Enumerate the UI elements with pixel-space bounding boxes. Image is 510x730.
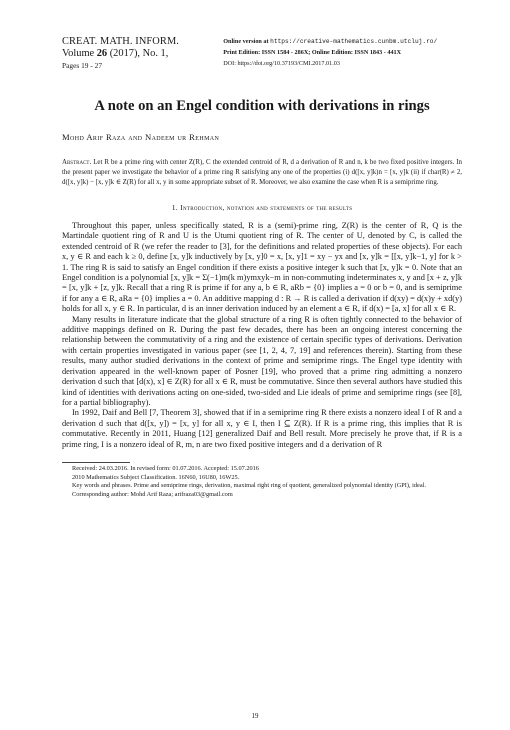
- journal-info-right: [221, 36, 462, 86]
- issn-line: Print Edition: ISSN 1584 - 286X; Online Edition: ISSN 1843 - 441X: [223, 49, 402, 56]
- paragraph: Many results in literature indicate that the global structure of a ring R is often tightly connected to the behavior of additive mappings defined on R. During the past few decades, there has been an ongoing interest concerning the relationship between the commutativity of a ring and the existence of certain specific types of derivations. Derivation with certain properties investigated in various paper (see [1, 2, 4, 7, 19] and references therein). Starting from these results, many author studied derivations in the context of prime and semiprime rings. The Engel type identity with derivation appeared in the well-known paper of Posner [19], who proved that a prime ring admitting a nonzero derivation d such that [d(x), x] ∈ Z(R) for all x ∈ R, must be commutative. Since then several authors have studied this kind of identities with derivations acting on one-sided, two-sided and Lie ideals of prime and semiprime rings (see [8], for a partial bibliography).: [62, 314, 462, 407]
- footnote-divider: [62, 462, 130, 463]
- volume-suffix: (2017), No. 1,: [107, 48, 169, 59]
- footnotes: [62, 465, 462, 499]
- abstract: [62, 158, 462, 188]
- journal-info-left: [62, 36, 221, 86]
- page-number: 19: [251, 712, 259, 720]
- msc-classification: 2010 Mathematics Subject Classification. 16N60, 16U80, 16W25.: [72, 473, 240, 481]
- online-version: [223, 36, 462, 47]
- doi-link[interactable]: DOI: https://doi.org/10.37193/CMI.2017.01.03: [223, 60, 340, 67]
- section-heading: 1. Introduction, notation and statements of the results: [171, 203, 353, 212]
- paper-authors: Mohd Arif Raza and Nadeem ur Rehman: [62, 132, 220, 142]
- online-url-link[interactable]: https://creative-mathematics.cunbm.utcluj.ro/: [270, 38, 438, 45]
- abstract-label: Abstract.: [62, 159, 92, 166]
- page-range: Pages 19 - 27: [62, 61, 103, 70]
- body-text: [62, 221, 462, 450]
- keywords: Key words and phrases. Prime and semiprime rings, derivation, maximal right ring of quotient, generalized polynomial identity (GPI), ideal.: [72, 482, 426, 490]
- corresponding-author: Corresponding author: Mohd Arif Raza; arifraza03@gmail.com: [72, 490, 233, 498]
- article-page: [62, 36, 462, 499]
- volume-prefix: Volume: [62, 48, 97, 59]
- paragraph: Throughout this paper, unless specifically stated, R is a (semi)-prime ring, Z(R) is the center of R, Q is the Martindale quotient ring of R and U is the Utumi quotient ring of R. The center of U, denoted by C, is called the extended centroid of R (we refer the reader to [3], for the definitions and related properties of these objects). For each x, y ∈ R and each k ≥ 0, define [x, y]k inductively by [x, y]0 = x, [x, y]1 = xy − yx and [x, y]k = [[x, y]k−1, y] for k > 1. The ring R is said to satisfy an Engel condition if there exists a positive integer k such that [x, y]k = 0. Note that an Engel condition is a polynomial [x, y]k = Σ(−1)m(k m)ymxyk−m in non-commuting indeterminates x, y and [x + z, y]k = [x, y]k + [z, y]k. Recall that a ring R is prime if for any a, b ∈ R, aRb = {0} implies a = 0 or b = 0, and is semiprime if for any a ∈ R, aRa = {0} implies a = 0. An additive mapping d : R → R is called a derivation if d(xy) = d(x)y + xd(y) holds for all x, y ∈ R. In particular, d is an inner derivation induced by an element a ∈ R, if d(x) = [a, x] for all x ∈ R.: [62, 221, 462, 314]
- abstract-text: Let R be a prime ring with center Z(R), C the extended centroid of R, d a derivation of R and n, k be two fixed positive integers. In the present paper we investigate the behavior of a prime ring R satisfying any one of the properties (i) d([x, y]k)n = [x, y]k (ii) if char(R) ≠ 2, d([x, y]k) − [x, y]k ∈ Z(R) for all x, y in some appropriate subset of R. Moreover, we also examine the case when R is a semiprime ring.: [62, 159, 462, 186]
- received-dates: Received: 24.03.2016. In revised form: 01.07.2016. Accepted: 15.07.2016: [72, 464, 259, 472]
- journal-volume: [62, 48, 221, 60]
- paper-title: A note on an Engel condition with derivations in rings: [94, 98, 430, 114]
- volume-number: 26: [96, 48, 108, 59]
- journal-name: CREAT. MATH. INFORM.: [62, 36, 179, 47]
- online-label: Online version at: [223, 38, 271, 45]
- journal-header: [62, 36, 462, 86]
- paragraph: In 1992, Daif and Bell [7, Theorem 3], showed that if in a semiprime ring R there exists a nonzero ideal I of R and a derivation d such that d([x, y]) = [x, y] for all x, y ∈ I, then I ⊆ Z(R). If R is a prime ring, this implies that R is commutative. Recently in 2011, Huang [12] generalized Daif and Bell result. More precisely he prove that, if R is a prime ring, I is a nonzero ideal of R, m, n are two fixed positive integers and d a derivation of R: [62, 408, 462, 449]
